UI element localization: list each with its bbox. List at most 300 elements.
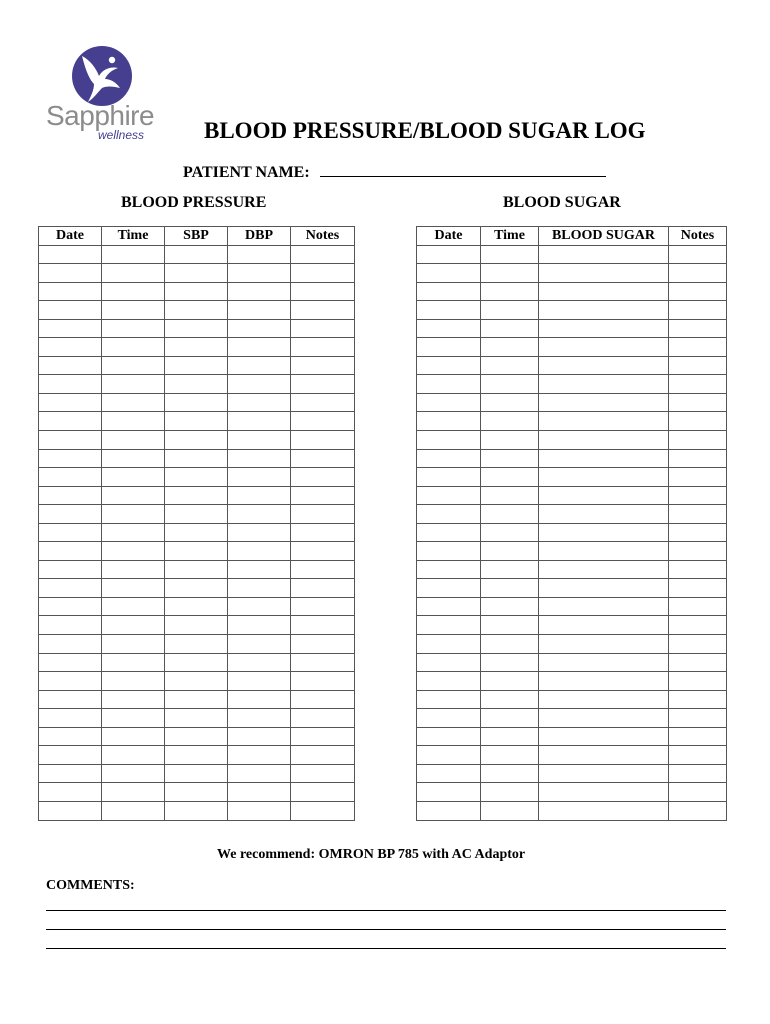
bp-entry-cell[interactable]: [165, 690, 228, 709]
bp-entry-cell[interactable]: [102, 764, 165, 783]
bp-entry-cell[interactable]: [39, 523, 102, 542]
bp-entry-cell[interactable]: [291, 301, 355, 320]
bp-entry-cell[interactable]: [102, 282, 165, 301]
bp-entry-cell[interactable]: [165, 245, 228, 264]
bp-entry-cell[interactable]: [39, 542, 102, 561]
bs-entry-cell[interactable]: [417, 616, 481, 635]
bp-entry-cell[interactable]: [291, 338, 355, 357]
bs-entry-cell[interactable]: [539, 727, 669, 746]
bp-entry-cell[interactable]: [291, 375, 355, 394]
bs-entry-cell[interactable]: [481, 783, 539, 802]
bs-entry-cell[interactable]: [669, 672, 727, 691]
bp-entry-cell[interactable]: [291, 635, 355, 654]
bp-entry-cell[interactable]: [39, 468, 102, 487]
bs-entry-cell[interactable]: [669, 431, 727, 450]
bp-entry-cell[interactable]: [102, 431, 165, 450]
bs-entry-cell[interactable]: [481, 301, 539, 320]
bs-entry-cell[interactable]: [539, 801, 669, 820]
bs-entry-cell[interactable]: [539, 616, 669, 635]
bp-entry-cell[interactable]: [291, 356, 355, 375]
bp-entry-cell[interactable]: [39, 338, 102, 357]
bs-entry-cell[interactable]: [539, 653, 669, 672]
bs-entry-cell[interactable]: [481, 690, 539, 709]
bs-entry-cell[interactable]: [417, 301, 481, 320]
bs-entry-cell[interactable]: [539, 356, 669, 375]
bs-entry-cell[interactable]: [417, 746, 481, 765]
bs-entry-cell[interactable]: [539, 542, 669, 561]
bs-entry-cell[interactable]: [539, 690, 669, 709]
bs-entry-cell[interactable]: [669, 653, 727, 672]
bp-entry-cell[interactable]: [102, 653, 165, 672]
bs-entry-cell[interactable]: [481, 393, 539, 412]
bs-entry-cell[interactable]: [539, 764, 669, 783]
bp-entry-cell[interactable]: [39, 616, 102, 635]
bp-entry-cell[interactable]: [102, 560, 165, 579]
bp-entry-cell[interactable]: [165, 579, 228, 598]
table-row: [417, 579, 727, 598]
bs-entry-cell[interactable]: [539, 560, 669, 579]
bp-entry-cell[interactable]: [39, 709, 102, 728]
bp-entry-cell[interactable]: [165, 431, 228, 450]
bp-entry-cell[interactable]: [165, 412, 228, 431]
bs-entry-cell[interactable]: [417, 431, 481, 450]
bs-entry-cell[interactable]: [481, 579, 539, 598]
bp-entry-cell[interactable]: [228, 301, 291, 320]
bp-entry-cell[interactable]: [102, 597, 165, 616]
table-row: [417, 431, 727, 450]
bs-entry-cell[interactable]: [669, 560, 727, 579]
bp-entry-cell[interactable]: [165, 727, 228, 746]
bs-entry-cell[interactable]: [539, 672, 669, 691]
bp-entry-cell[interactable]: [291, 486, 355, 505]
bp-entry-cell[interactable]: [39, 746, 102, 765]
bs-entry-cell[interactable]: [669, 746, 727, 765]
bp-entry-cell[interactable]: [102, 616, 165, 635]
bs-entry-cell[interactable]: [669, 579, 727, 598]
bs-entry-cell[interactable]: [481, 449, 539, 468]
bs-entry-cell[interactable]: [481, 635, 539, 654]
bs-entry-cell[interactable]: [417, 523, 481, 542]
bs-entry-cell[interactable]: [539, 579, 669, 598]
bp-entry-cell[interactable]: [228, 245, 291, 264]
comment-line[interactable]: [46, 910, 726, 911]
bs-entry-cell[interactable]: [539, 709, 669, 728]
bp-entry-cell[interactable]: [39, 783, 102, 802]
bp-entry-cell[interactable]: [291, 727, 355, 746]
bs-entry-cell[interactable]: [417, 338, 481, 357]
comment-line[interactable]: [46, 948, 726, 949]
bp-entry-cell[interactable]: [228, 449, 291, 468]
bs-entry-cell[interactable]: [539, 245, 669, 264]
bp-entry-cell[interactable]: [228, 783, 291, 802]
bp-entry-cell[interactable]: [102, 264, 165, 283]
bs-entry-cell[interactable]: [539, 635, 669, 654]
bp-entry-cell[interactable]: [102, 245, 165, 264]
bp-entry-cell[interactable]: [39, 486, 102, 505]
bs-entry-cell[interactable]: [539, 597, 669, 616]
bp-entry-cell[interactable]: [291, 579, 355, 598]
bs-entry-cell[interactable]: [417, 690, 481, 709]
bp-entry-cell[interactable]: [291, 319, 355, 338]
bs-entry-cell[interactable]: [417, 245, 481, 264]
bs-entry-cell[interactable]: [669, 616, 727, 635]
bp-entry-cell[interactable]: [228, 505, 291, 524]
bp-entry-cell[interactable]: [165, 783, 228, 802]
bs-entry-cell[interactable]: [669, 468, 727, 487]
bp-entry-cell[interactable]: [39, 431, 102, 450]
bp-entry-cell[interactable]: [228, 393, 291, 412]
bp-entry-cell[interactable]: [291, 560, 355, 579]
bp-entry-cell[interactable]: [165, 653, 228, 672]
bs-entry-cell[interactable]: [417, 449, 481, 468]
bp-entry-cell[interactable]: [39, 635, 102, 654]
bp-entry-cell[interactable]: [165, 597, 228, 616]
bs-entry-cell[interactable]: [481, 616, 539, 635]
bp-entry-cell[interactable]: [228, 264, 291, 283]
bp-entry-cell[interactable]: [39, 653, 102, 672]
bp-entry-cell[interactable]: [102, 727, 165, 746]
bp-entry-cell[interactable]: [165, 356, 228, 375]
bs-entry-cell[interactable]: [669, 486, 727, 505]
bp-entry-cell[interactable]: [228, 597, 291, 616]
bs-entry-cell[interactable]: [417, 653, 481, 672]
bp-entry-cell[interactable]: [102, 356, 165, 375]
bp-entry-cell[interactable]: [102, 783, 165, 802]
bs-entry-cell[interactable]: [669, 505, 727, 524]
bp-entry-cell[interactable]: [228, 616, 291, 635]
bs-entry-cell[interactable]: [481, 375, 539, 394]
bp-entry-cell[interactable]: [165, 468, 228, 487]
bs-entry-cell[interactable]: [669, 542, 727, 561]
bp-entry-cell[interactable]: [102, 301, 165, 320]
bp-entry-cell[interactable]: [39, 449, 102, 468]
bs-entry-cell[interactable]: [539, 505, 669, 524]
bp-entry-cell[interactable]: [165, 319, 228, 338]
table-row: [417, 412, 727, 431]
bp-entry-cell[interactable]: [291, 783, 355, 802]
bs-entry-cell[interactable]: [481, 356, 539, 375]
bs-entry-cell[interactable]: [481, 282, 539, 301]
table-row: [39, 393, 355, 412]
bp-entry-cell[interactable]: [39, 393, 102, 412]
bs-entry-cell[interactable]: [669, 245, 727, 264]
bp-entry-cell[interactable]: [39, 412, 102, 431]
bs-entry-cell[interactable]: [539, 431, 669, 450]
bp-entry-cell[interactable]: [291, 690, 355, 709]
bs-entry-cell[interactable]: [481, 542, 539, 561]
bp-entry-cell[interactable]: [165, 449, 228, 468]
bp-entry-cell[interactable]: [39, 264, 102, 283]
bs-entry-cell[interactable]: [481, 801, 539, 820]
bp-entry-cell[interactable]: [228, 560, 291, 579]
bp-entry-cell[interactable]: [39, 282, 102, 301]
bp-entry-cell[interactable]: [165, 505, 228, 524]
bs-entry-cell[interactable]: [539, 486, 669, 505]
bs-entry-cell[interactable]: [417, 356, 481, 375]
table-row: [39, 764, 355, 783]
bs-entry-cell[interactable]: [481, 653, 539, 672]
bs-entry-cell[interactable]: [669, 393, 727, 412]
bp-entry-cell[interactable]: [39, 727, 102, 746]
bp-entry-cell[interactable]: [291, 672, 355, 691]
bs-entry-cell[interactable]: [669, 264, 727, 283]
bp-entry-cell[interactable]: [102, 709, 165, 728]
bp-entry-cell[interactable]: [291, 431, 355, 450]
bs-entry-cell[interactable]: [539, 338, 669, 357]
comment-line[interactable]: [46, 929, 726, 930]
bp-entry-cell[interactable]: [165, 764, 228, 783]
bp-entry-cell[interactable]: [165, 301, 228, 320]
bs-entry-cell[interactable]: [539, 412, 669, 431]
bp-entry-cell[interactable]: [228, 282, 291, 301]
bp-entry-cell[interactable]: [39, 579, 102, 598]
bs-entry-cell[interactable]: [481, 727, 539, 746]
bs-entry-cell[interactable]: [669, 690, 727, 709]
bs-entry-cell[interactable]: [417, 672, 481, 691]
bp-entry-cell[interactable]: [165, 746, 228, 765]
bs-entry-cell[interactable]: [417, 727, 481, 746]
table-row: [417, 709, 727, 728]
bp-entry-cell[interactable]: [228, 319, 291, 338]
bp-entry-cell[interactable]: [228, 727, 291, 746]
bp-entry-cell[interactable]: [39, 597, 102, 616]
bs-entry-cell[interactable]: [539, 449, 669, 468]
bp-entry-cell[interactable]: [228, 709, 291, 728]
bs-entry-cell[interactable]: [669, 764, 727, 783]
bs-entry-cell[interactable]: [417, 542, 481, 561]
bp-entry-cell[interactable]: [228, 356, 291, 375]
bp-entry-cell[interactable]: [228, 468, 291, 487]
bs-entry-cell[interactable]: [539, 264, 669, 283]
bs-entry-cell[interactable]: [481, 245, 539, 264]
bp-entry-cell[interactable]: [102, 412, 165, 431]
bs-entry-cell[interactable]: [481, 672, 539, 691]
bp-entry-cell[interactable]: [291, 505, 355, 524]
bp-entry-cell[interactable]: [228, 486, 291, 505]
bs-entry-cell[interactable]: [417, 560, 481, 579]
bp-entry-cell[interactable]: [39, 301, 102, 320]
bs-entry-cell[interactable]: [669, 412, 727, 431]
bs-entry-cell[interactable]: [417, 505, 481, 524]
bp-entry-cell[interactable]: [291, 245, 355, 264]
bs-entry-cell[interactable]: [669, 709, 727, 728]
bs-entry-cell[interactable]: [669, 282, 727, 301]
bs-entry-cell[interactable]: [481, 468, 539, 487]
bp-entry-cell[interactable]: [102, 449, 165, 468]
bs-entry-cell[interactable]: [481, 319, 539, 338]
bp-entry-cell[interactable]: [102, 672, 165, 691]
bp-entry-cell[interactable]: [39, 319, 102, 338]
table-row: [417, 801, 727, 820]
bp-entry-cell[interactable]: [228, 635, 291, 654]
bp-entry-cell[interactable]: [165, 486, 228, 505]
bp-entry-cell[interactable]: [165, 635, 228, 654]
bp-entry-cell[interactable]: [291, 393, 355, 412]
bp-entry-cell[interactable]: [228, 653, 291, 672]
bs-entry-cell[interactable]: [417, 468, 481, 487]
bp-entry-cell[interactable]: [291, 449, 355, 468]
bs-entry-cell[interactable]: [669, 635, 727, 654]
bs-entry-cell[interactable]: [481, 523, 539, 542]
bp-entry-cell[interactable]: [228, 431, 291, 450]
bp-entry-cell[interactable]: [165, 338, 228, 357]
bs-entry-cell[interactable]: [669, 783, 727, 802]
bp-entry-cell[interactable]: [102, 801, 165, 820]
bs-entry-cell[interactable]: [417, 597, 481, 616]
bp-entry-cell[interactable]: [102, 375, 165, 394]
bp-entry-cell[interactable]: [165, 560, 228, 579]
bp-entry-cell[interactable]: [39, 505, 102, 524]
bp-entry-cell[interactable]: [291, 746, 355, 765]
bp-entry-cell[interactable]: [102, 319, 165, 338]
bs-entry-cell[interactable]: [417, 282, 481, 301]
table-row: [417, 764, 727, 783]
bp-entry-cell[interactable]: [165, 616, 228, 635]
bp-entry-cell[interactable]: [291, 412, 355, 431]
bs-entry-cell[interactable]: [481, 764, 539, 783]
bp-entry-cell[interactable]: [165, 282, 228, 301]
bp-entry-cell[interactable]: [228, 338, 291, 357]
bp-entry-cell[interactable]: [39, 764, 102, 783]
bs-entry-cell[interactable]: [417, 486, 481, 505]
bp-entry-cell[interactable]: [165, 393, 228, 412]
bs-entry-cell[interactable]: [669, 319, 727, 338]
bp-entry-cell[interactable]: [291, 282, 355, 301]
bs-entry-cell[interactable]: [417, 764, 481, 783]
bp-entry-cell[interactable]: [228, 764, 291, 783]
bp-entry-cell[interactable]: [291, 764, 355, 783]
table-row: [39, 356, 355, 375]
bp-entry-cell[interactable]: [165, 542, 228, 561]
bp-entry-cell[interactable]: [228, 672, 291, 691]
bs-entry-cell[interactable]: [417, 635, 481, 654]
bp-entry-cell[interactable]: [102, 579, 165, 598]
bs-entry-cell[interactable]: [417, 579, 481, 598]
bp-entry-cell[interactable]: [291, 801, 355, 820]
bp-entry-cell[interactable]: [291, 542, 355, 561]
bp-entry-cell[interactable]: [165, 672, 228, 691]
bp-entry-cell[interactable]: [102, 635, 165, 654]
bp-entry-cell[interactable]: [102, 746, 165, 765]
table-row: [39, 709, 355, 728]
bp-entry-cell[interactable]: [165, 709, 228, 728]
bp-entry-cell[interactable]: [291, 616, 355, 635]
bp-entry-cell[interactable]: [39, 560, 102, 579]
table-row: [39, 264, 355, 283]
bs-entry-cell[interactable]: [539, 523, 669, 542]
bp-entry-cell[interactable]: [102, 468, 165, 487]
bp-entry-cell[interactable]: [291, 468, 355, 487]
bs-entry-cell[interactable]: [417, 709, 481, 728]
bs-entry-cell[interactable]: [539, 282, 669, 301]
bs-entry-cell[interactable]: [481, 746, 539, 765]
bp-entry-cell[interactable]: [291, 653, 355, 672]
bp-entry-cell[interactable]: [228, 523, 291, 542]
bs-entry-cell[interactable]: [669, 301, 727, 320]
bs-entry-cell[interactable]: [669, 597, 727, 616]
bp-entry-cell[interactable]: [39, 672, 102, 691]
bs-entry-cell[interactable]: [481, 412, 539, 431]
bp-entry-cell[interactable]: [165, 801, 228, 820]
table-row: [417, 319, 727, 338]
bp-entry-cell[interactable]: [228, 542, 291, 561]
bs-entry-cell[interactable]: [417, 264, 481, 283]
bp-entry-cell[interactable]: [102, 690, 165, 709]
bs-entry-cell[interactable]: [481, 709, 539, 728]
bs-entry-cell[interactable]: [669, 449, 727, 468]
bp-entry-cell[interactable]: [39, 375, 102, 394]
bp-entry-cell[interactable]: [228, 746, 291, 765]
bs-entry-cell[interactable]: [417, 801, 481, 820]
bs-entry-cell[interactable]: [669, 375, 727, 394]
bs-entry-cell[interactable]: [481, 431, 539, 450]
bp-entry-cell[interactable]: [102, 486, 165, 505]
table-row: [39, 301, 355, 320]
bs-entry-cell[interactable]: [539, 319, 669, 338]
bp-entry-cell[interactable]: [102, 542, 165, 561]
table-row: [39, 412, 355, 431]
bp-entry-cell[interactable]: [39, 801, 102, 820]
bs-entry-cell[interactable]: [669, 523, 727, 542]
bs-entry-cell[interactable]: [481, 338, 539, 357]
bs-entry-cell[interactable]: [417, 412, 481, 431]
bs-entry-cell[interactable]: [669, 356, 727, 375]
bp-entry-cell[interactable]: [228, 579, 291, 598]
bp-entry-cell[interactable]: [102, 393, 165, 412]
bs-entry-cell[interactable]: [481, 264, 539, 283]
bp-entry-cell[interactable]: [39, 356, 102, 375]
bp-entry-cell[interactable]: [102, 523, 165, 542]
bp-entry-cell[interactable]: [39, 690, 102, 709]
bp-entry-cell[interactable]: [165, 523, 228, 542]
bp-entry-cell[interactable]: [291, 523, 355, 542]
bp-entry-cell[interactable]: [228, 690, 291, 709]
bs-entry-cell[interactable]: [539, 783, 669, 802]
bp-entry-cell[interactable]: [228, 375, 291, 394]
bs-entry-cell[interactable]: [539, 375, 669, 394]
bp-entry-cell[interactable]: [228, 801, 291, 820]
bp-entry-cell[interactable]: [102, 505, 165, 524]
bp-entry-cell[interactable]: [228, 412, 291, 431]
bp-entry-cell[interactable]: [165, 264, 228, 283]
bs-entry-cell[interactable]: [417, 783, 481, 802]
bs-entry-cell[interactable]: [481, 560, 539, 579]
bp-entry-cell[interactable]: [102, 338, 165, 357]
bs-entry-cell[interactable]: [417, 319, 481, 338]
bs-entry-cell[interactable]: [539, 301, 669, 320]
bs-entry-cell[interactable]: [669, 801, 727, 820]
bs-entry-cell[interactable]: [417, 375, 481, 394]
bp-entry-cell[interactable]: [291, 709, 355, 728]
bs-entry-cell[interactable]: [481, 597, 539, 616]
bs-entry-cell[interactable]: [539, 468, 669, 487]
patient-name-field[interactable]: [320, 162, 606, 177]
bs-entry-cell[interactable]: [417, 393, 481, 412]
bp-entry-cell[interactable]: [291, 597, 355, 616]
bp-entry-cell[interactable]: [39, 245, 102, 264]
blood-pressure-table: [38, 226, 355, 821]
bs-entry-cell[interactable]: [539, 746, 669, 765]
bs-entry-cell[interactable]: [481, 486, 539, 505]
bs-entry-cell[interactable]: [669, 338, 727, 357]
table-row: [39, 523, 355, 542]
bp-entry-cell[interactable]: [165, 375, 228, 394]
bp-entry-cell[interactable]: [291, 264, 355, 283]
bs-entry-cell[interactable]: [539, 393, 669, 412]
table-row: [417, 635, 727, 654]
bs-entry-cell[interactable]: [481, 505, 539, 524]
bs-entry-cell[interactable]: [669, 727, 727, 746]
